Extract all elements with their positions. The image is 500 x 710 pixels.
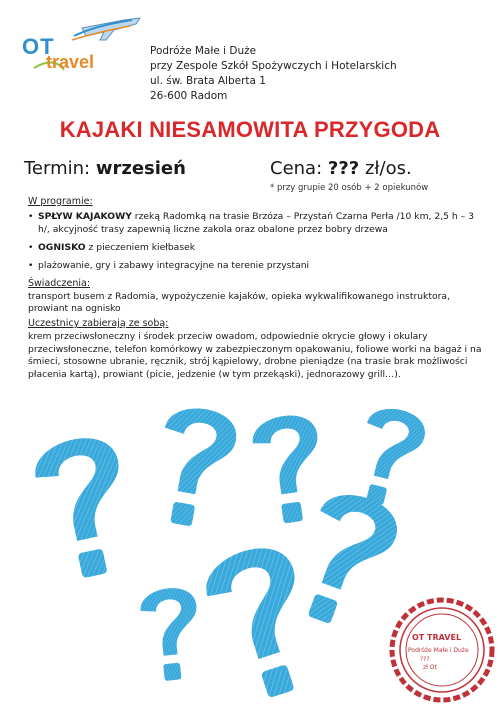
termin-value: wrzesień: [95, 158, 186, 179]
question-mark-icon: [198, 538, 329, 706]
uczestnicy-text: krem przeciwsłoneczny i środek przeciw owadom, odpowiednie okrycie głowy i okulary przeciwsłoneczne, telefon komórkowy w zabezpieczonym opakowaniu, foliowe worki na bagaż i na śmieci, stosowne ubranie, ręcznik, strój kąpielowy, drobne pieniądze (na trasie brak możliwości płacenia kartą), prowiant (picie, jedzenie (w tym przekąski), jednorazowy grill…).: [28, 331, 482, 380]
cena-unit: zł/os.: [364, 158, 412, 179]
question-mark-icon: [30, 431, 141, 583]
program-item-text: z pieczeniem kiełbasek: [85, 242, 196, 253]
organizer-line: Podróże Małe i Duże: [150, 45, 257, 57]
organizer-line: 26-600 Radom: [150, 90, 228, 102]
organizer-line: przy Zespole Szkół Spożywczych i Hotelarskich: [150, 60, 397, 72]
logo-brand-travel: travel: [46, 52, 95, 72]
program-list: [28, 210, 478, 277]
organizer-line: ul. św. Brata Alberta 1: [150, 75, 266, 87]
termin: [24, 158, 186, 179]
program-item-text: rzeką Radomką na trasie Brzóza – Przystań Czarna Perła /10 km, 2,5 h – 3 h/, akcyjność trasy zapewnią liczne zakola oraz obalone przez bobry drzewa: [38, 211, 475, 235]
swiadczenia-text: transport busem z Radomia, wypożyczenie kajaków, opieka wykwalifikowanego instruktora, prowiant na ognisko: [28, 291, 450, 314]
cena-note: * przy grupie 20 osób + 2 opiekunów: [270, 183, 429, 193]
program-item-text: plażowanie, gry i zabawy integracyjne na terenie przystani: [38, 260, 310, 271]
cena: [270, 158, 412, 179]
question-mark-icon: [285, 484, 405, 635]
question-mark-icon: [250, 412, 329, 527]
question-mark-icon: [139, 586, 204, 683]
cena-value: ???: [327, 158, 360, 179]
question-mark-icon: [349, 403, 430, 511]
page-title: KAJAKI NIESAMOWITA PRZYGODA: [59, 117, 441, 142]
termin-label: Termin:: [24, 158, 91, 179]
organizer-address: [150, 44, 397, 104]
list-item: [28, 259, 478, 272]
stamp-line: ???: [420, 656, 430, 663]
cena-label: Cena:: [270, 158, 323, 179]
list-item: [28, 241, 478, 254]
program-item-bold: OGNISKO: [38, 242, 86, 253]
logo-brand-ot: OT: [22, 34, 55, 59]
stamp-line: OT TRAVEL: [412, 633, 462, 642]
stamp-line: Podróże Małe i Duże: [408, 647, 469, 654]
question-mark-icon: [149, 403, 240, 532]
program-item-bold: SPŁYW KAJAKOWY: [38, 211, 132, 222]
list-item: [28, 210, 478, 236]
stamp-line: zł Ot: [423, 664, 437, 671]
swiadczenia-label: Świadczenia:: [28, 278, 91, 289]
uczestnicy-label: Uczestnicy zabierają ze sobą:: [28, 318, 169, 329]
program-label: W programie:: [28, 196, 93, 207]
